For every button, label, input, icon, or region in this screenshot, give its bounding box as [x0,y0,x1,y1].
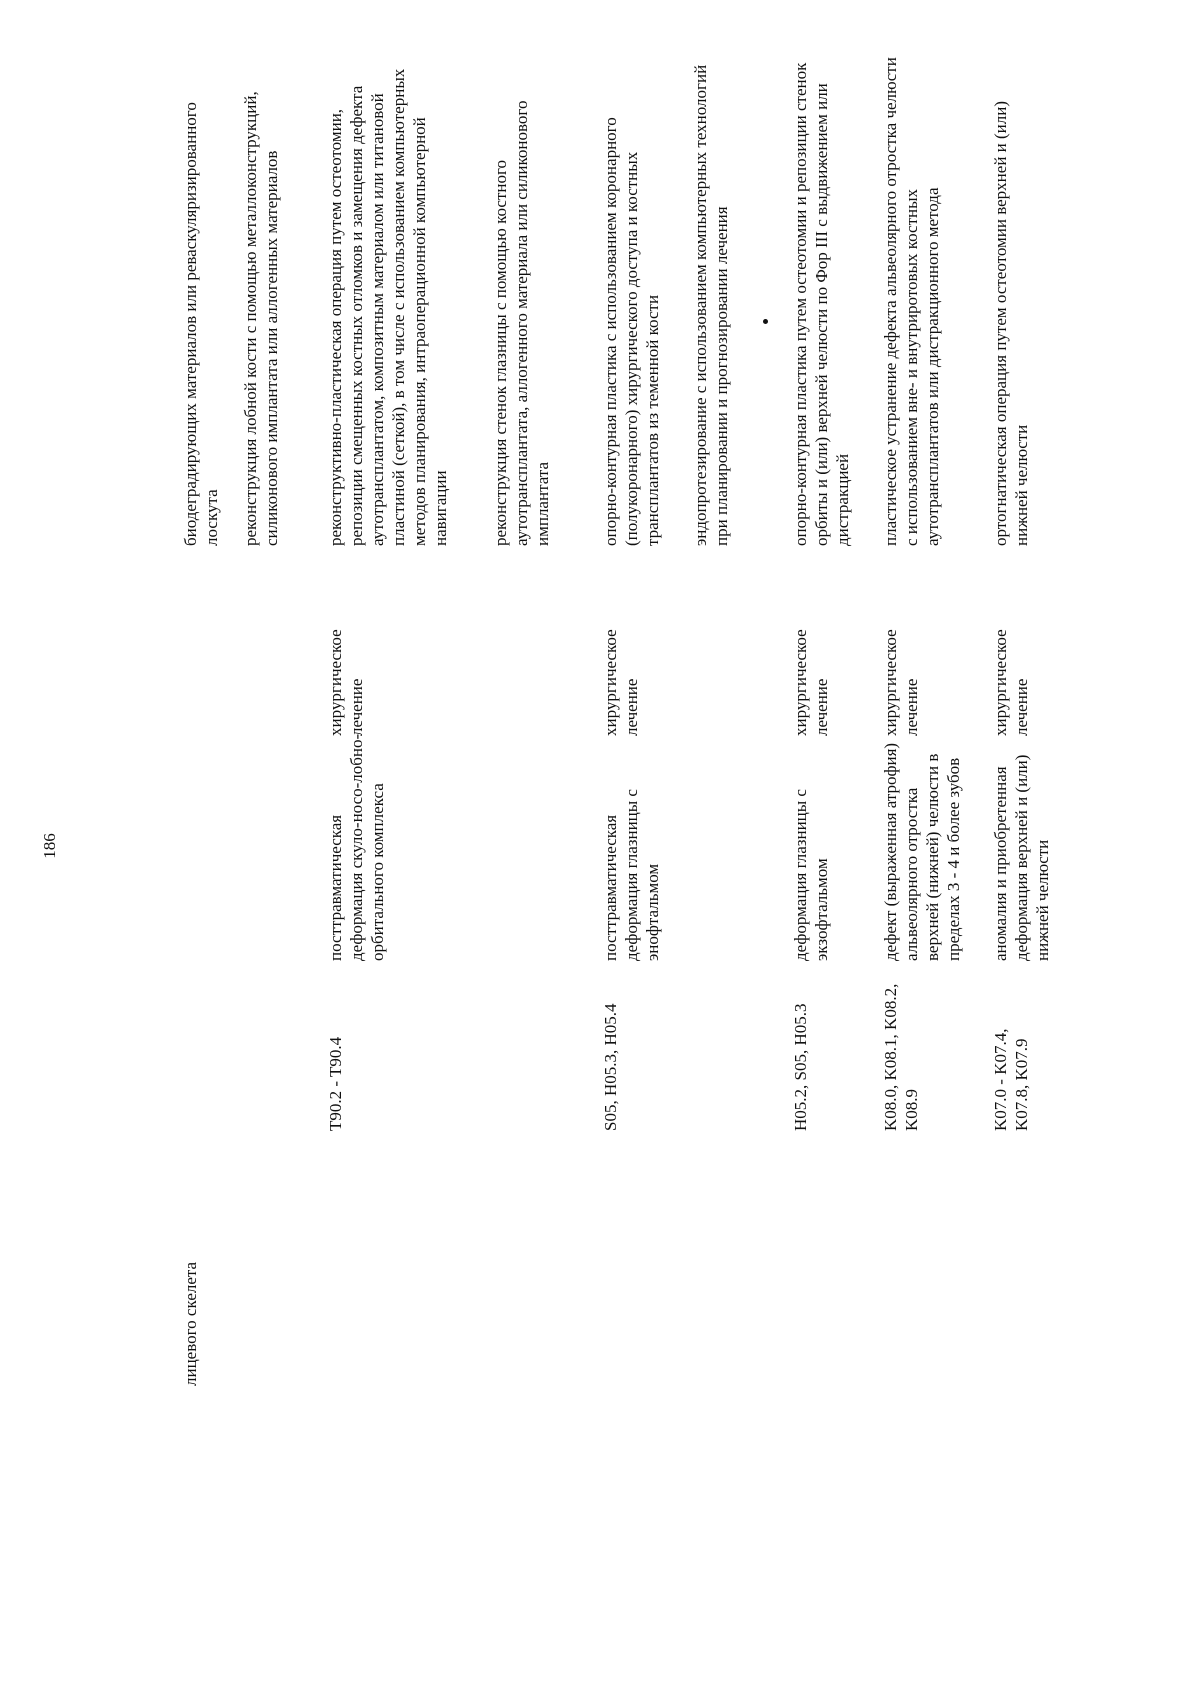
stray-dot [763,319,768,324]
treatment-type: хирургическое лечение [601,629,641,736]
icd-code: S05, H05.3, H05.4 [601,1003,620,1131]
diagnosis: аномалия и приобретенная деформация верхней и (или) нижней челюсти [991,754,1052,961]
icd-code: T90.2 - T90.4 [326,1036,345,1131]
treatment-method: реконструктивно-пластическая операция путем остеотомии, репозиции смещенных костных отломков и замещения дефекта аутотрансплантатом, композитным материалом или титановой пластиной (сеткой), в том числе с использованием компьютерных методов планирования, интраоперационной компьютерной навигации [326,68,450,546]
treatment-method: пластическое устранение дефекта альвеолярного отростка челюсти с использованием вне- и внутриротовых костных аутотрансплантатов или дистракционного метода [881,57,942,546]
treatment-method: опорно-контурная пластика с использованием коронарного (полукоронарного) хирургического доступа и костных трансплантатов из теменной кости [601,117,662,546]
treatment-method: опорно-контурная пластика путем остеотомии и репозиции стенок орбиты и (или) верхней челюсти по Фор III с выдвижением или дистракцией [791,62,852,546]
icd-code: K07.0 - K07.4, K07.8, K07.9 [991,1028,1031,1131]
treatment-type: хирургическое лечение [881,629,921,736]
treatment-method: реконструкция лобной кости с помощью металлоконструкций, силиконового имплантата или аллогенных материалов [241,91,281,546]
page-number: 186 [40,833,59,859]
treatment-method: ортогнатическая операция путем остеотомии верхней и (или) нижней челюсти [991,100,1031,546]
treatment-method: реконструкция стенок глазницы с помощью костного аутотрансплантата, аллогенного материала или силиконового имплантата [491,100,552,546]
treatment-method: эндопротезирование с использованием компьютерных технологий при планировании и прогнозировании лечения [691,64,731,546]
icd-code: K08.0, K08.1, K08.2, K08.9 [881,983,921,1131]
section-label: лицевого скелета [181,1261,200,1386]
treatment-method: биодеградирующих материалов или реваскуляризированного лоскута [181,102,221,546]
diagnosis: посттравматическая деформация скуло-носо-лобно-орбитального комплекса [326,733,387,961]
diagnosis: посттравматическая деформация глазницы с энофтальмом [601,789,662,961]
treatment-type: хирургическое лечение [326,629,366,736]
treatment-type: хирургическое лечение [991,629,1031,736]
diagnosis: дефект (выраженная атрофия) альвеолярного отростка верхней (нижней) челюсти в пределах 3 - 4 и более зубов [881,742,963,961]
diagnosis: деформация глазницы с экзофтальмом [791,789,831,961]
treatment-type: хирургическое лечение [791,629,831,736]
icd-code: H05.2, S05, H05.3 [791,1003,810,1131]
